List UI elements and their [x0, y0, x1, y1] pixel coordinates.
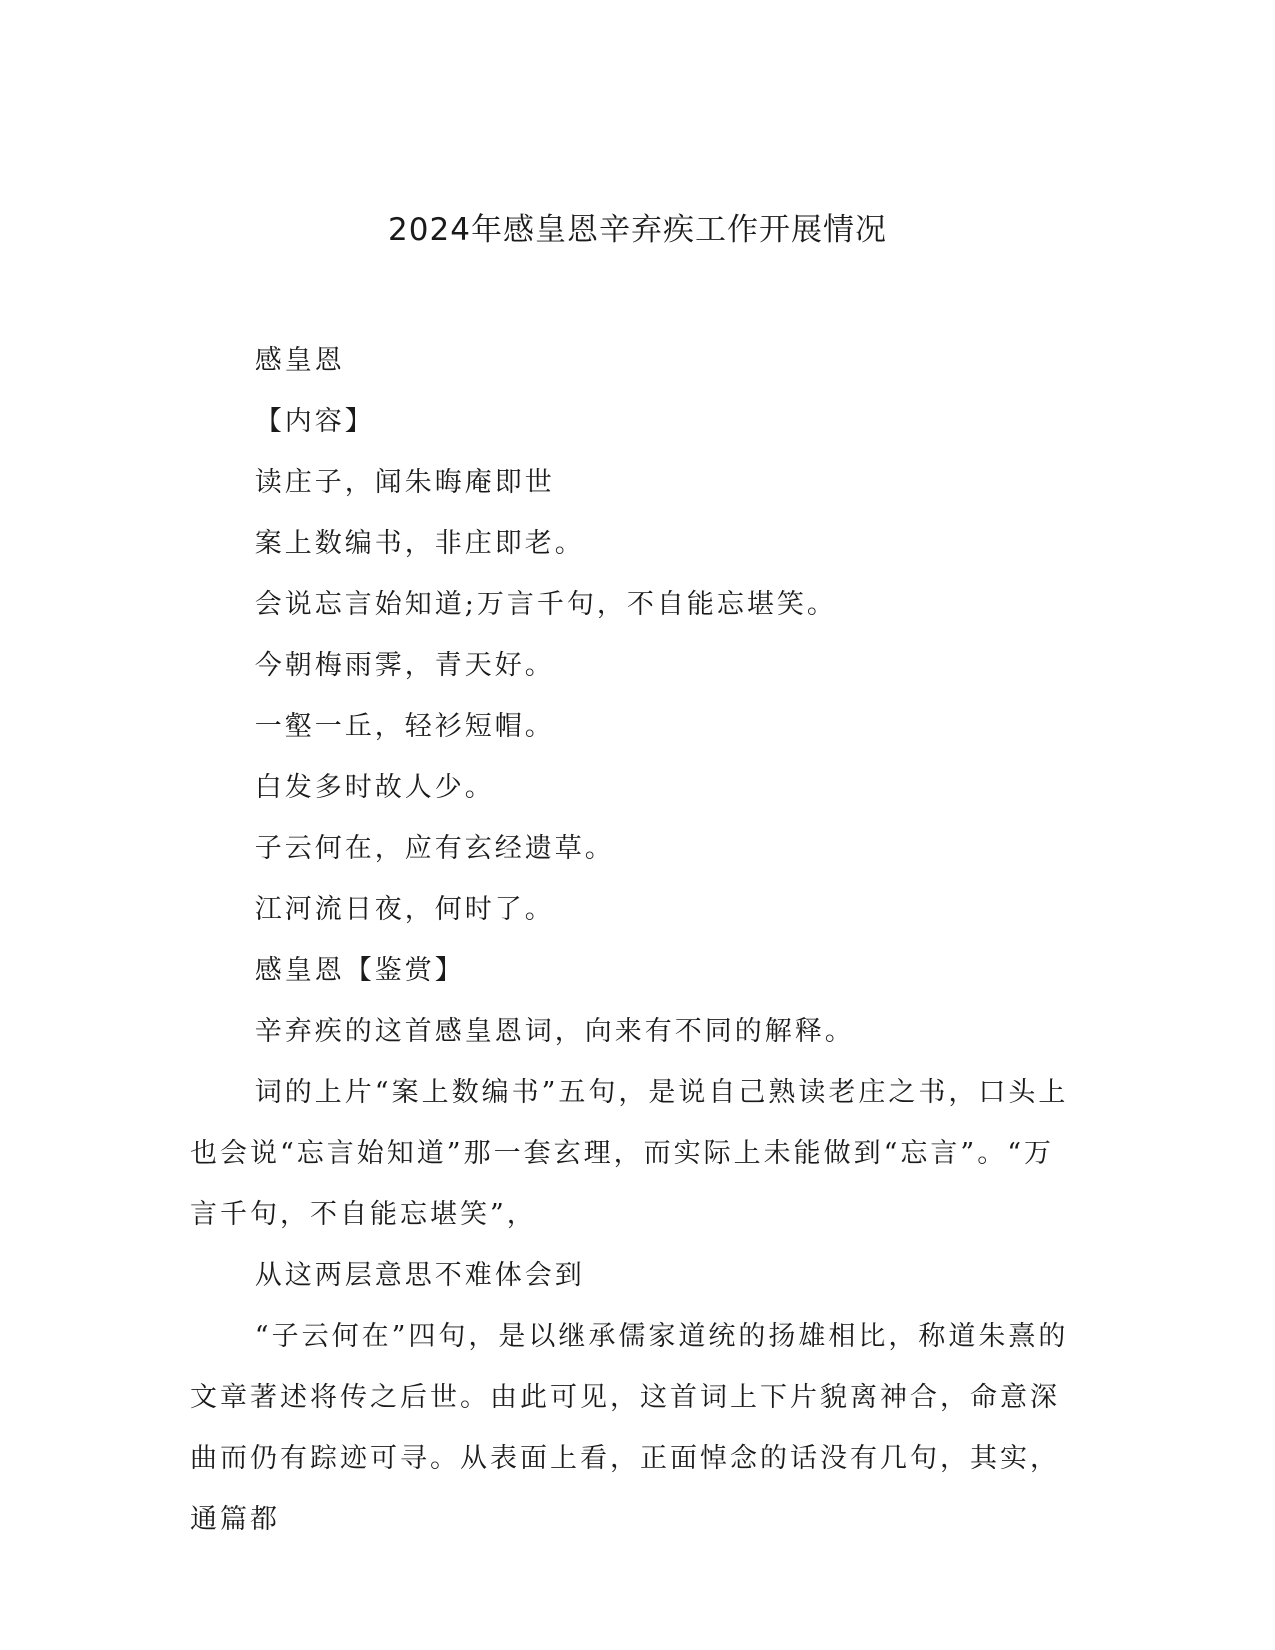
paragraph: 子云何在，应有玄经遗草。: [254, 833, 615, 864]
paragraph: 从这两层意思不难体会到: [254, 1260, 585, 1291]
paragraph: 词的上片“案上数编书”五句，是说自己熟读老庄之书，口头上也会说“忘言始知道”那一套玄理，而实际上未能做到“忘言”。“万言千句，不自能忘堪笑”，: [190, 1077, 1069, 1230]
paragraph: 辛弃疾的这首感皇恩词，向来有不同的解释。: [254, 1016, 855, 1047]
paragraph: 感皇恩【鉴赏】: [254, 955, 465, 986]
document-title: 2024年感皇恩辛弃疾工作开展情况: [388, 212, 887, 248]
paragraph: 白发多时故人少。: [254, 772, 495, 803]
paragraph: 读庄子，闻朱晦庵即世: [254, 467, 555, 498]
paragraph: 一壑一丘，轻衫短帽。: [254, 711, 555, 742]
paragraph: 【内容】: [254, 406, 375, 437]
paragraph: 案上数编书，非庄即老。: [254, 528, 585, 559]
paragraph: 会说忘言始知道;万言千句，不自能忘堪笑。: [254, 589, 837, 620]
paragraph: “子云何在”四句，是以继承儒家道统的扬雄相比，称道朱熹的文章著述将传之后世。由此可见，这首词上下片貌离神合，命意深曲而仍有踪迹可寻。从表面上看，正面悼念的话没有几句，其实，通篇都: [190, 1321, 1069, 1535]
document-body: [190, 330, 1080, 1550]
paragraph: 江河流日夜，何时了。: [254, 894, 555, 925]
paragraph: 感皇恩: [254, 345, 345, 376]
paragraph: 今朝梅雨霁，青天好。: [254, 650, 555, 681]
